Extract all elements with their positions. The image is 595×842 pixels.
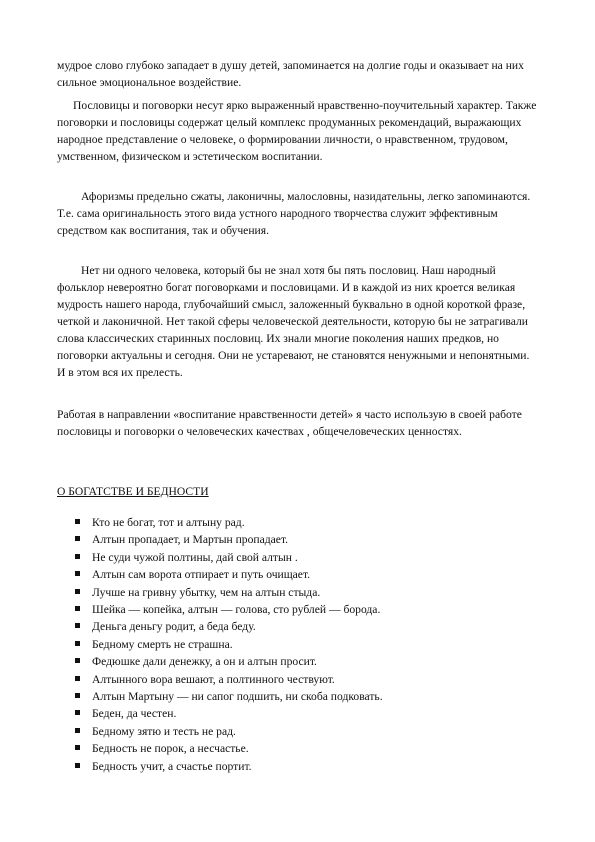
square-bullet-icon: [75, 693, 80, 698]
proverb-text: Алтын Мартыну — ни сапог подшить, ни скоба подковать.: [92, 690, 383, 704]
proverb-text: Беден, да честен.: [92, 707, 177, 721]
proverb-text: Лучше на гривну убытку, чем на алтын стыда.: [92, 585, 321, 599]
list-item: [75, 740, 383, 757]
list-item: [75, 601, 383, 618]
section-heading: О БОГАТСТВЕ И БЕДНОСТИ: [57, 485, 209, 498]
paragraph-moral-character: Пословицы и поговорки несут ярко выраженный нравственно-поучительный характер. Также поговорки и пословицы содержат целый комплекс продуманных рекомендаций, выражающих народное представление о человеке, о формировании личности, о нравственном, трудовом, умственном, физическом и эстетическом воспитании.: [57, 99, 537, 163]
proverb-text: Шейка — копейка, алтын — голова, сто рублей — борода.: [92, 603, 381, 617]
list-item: [75, 688, 383, 705]
list-item: [75, 723, 383, 740]
proverb-text: Алтынного вора вешают, а полтинного чествуют.: [92, 672, 335, 686]
square-bullet-icon: [75, 658, 80, 663]
list-item: [75, 705, 383, 722]
square-bullet-icon: [75, 536, 80, 541]
list-item: [75, 531, 383, 548]
square-bullet-icon: [75, 728, 80, 733]
square-bullet-icon: [75, 623, 80, 628]
list-item: [75, 618, 383, 635]
square-bullet-icon: [75, 519, 80, 524]
proverb-list: [75, 514, 383, 775]
square-bullet-icon: [75, 763, 80, 768]
proverb-text: Бедность учит, а счастье портит.: [92, 759, 252, 773]
square-bullet-icon: [75, 745, 80, 750]
list-item: [75, 584, 383, 601]
proverb-text: Бедность не порок, а несчастье.: [92, 742, 249, 756]
list-item: [75, 758, 383, 775]
proverb-text: Деньга деньгу родит, а беда беду.: [92, 620, 256, 634]
square-bullet-icon: [75, 589, 80, 594]
list-item: [75, 636, 383, 653]
list-item: [75, 566, 383, 583]
proverb-text: Кто не богат, тот и алтыну рад.: [92, 516, 245, 529]
paragraph-emotional-impact: мудрое слово глубоко западает в душу детей, запоминается на долгие годы и оказывает на них сильное эмоциональное воздействие.: [57, 59, 524, 89]
list-item: [75, 514, 383, 531]
proverb-text: Федюшке дали денежку, а он и алтын просит.: [92, 655, 317, 669]
proverb-text: Алтын пропадает, и Мартын пропадает.: [92, 533, 289, 547]
proverb-text: Алтын сам ворота отпирает и путь очищает.: [92, 568, 311, 582]
proverb-text: Бедному смерть не страшна.: [92, 637, 233, 651]
square-bullet-icon: [75, 710, 80, 715]
square-bullet-icon: [75, 641, 80, 646]
square-bullet-icon: [75, 571, 80, 576]
list-item: [75, 653, 383, 670]
list-item: [75, 671, 383, 688]
proverb-text: Бедному зятю и тесть не рад.: [92, 724, 236, 738]
proverb-text: Не суди чужой полтины, дай свой алтын .: [92, 550, 298, 564]
paragraph-author-practice: Работая в направлении «воспитание нравственности детей» я часто использую в своей работе пословицы и поговорки о человеческих качествах , общечеловеческих ценностях.: [57, 408, 522, 438]
paragraph-aphorisms: Афоризмы предельно сжаты, лаконичны, малословны, назидательны, легко запоминаются. Т.е. сама оригинальность этого вида устного народного творчества служит эффективным средством как воспитания, так и обучения.: [57, 190, 531, 237]
list-item: [75, 549, 383, 566]
square-bullet-icon: [75, 554, 80, 559]
square-bullet-icon: [75, 676, 80, 681]
paragraph-folk-wisdom: Нет ни одного человека, который бы не знал хотя бы пять пословиц. Наш народный фольклор невероятно богат поговорками и пословицами. И в каждой из них кроется великая мудрость нашего народа, глубочайший смысл, заложенный буквально в одной короткой фразе, четкой и лаконичной. Нет такой сферы человеческой деятельности, которую бы не затрагивали слова классических старинных пословиц. Их знали многие поколения наших предков, но поговорки актуальны и сегодня. Они не устаревают, не становятся ненужными и непонятными. И в этом вся их прелесть.: [57, 264, 530, 379]
square-bullet-icon: [75, 606, 80, 611]
